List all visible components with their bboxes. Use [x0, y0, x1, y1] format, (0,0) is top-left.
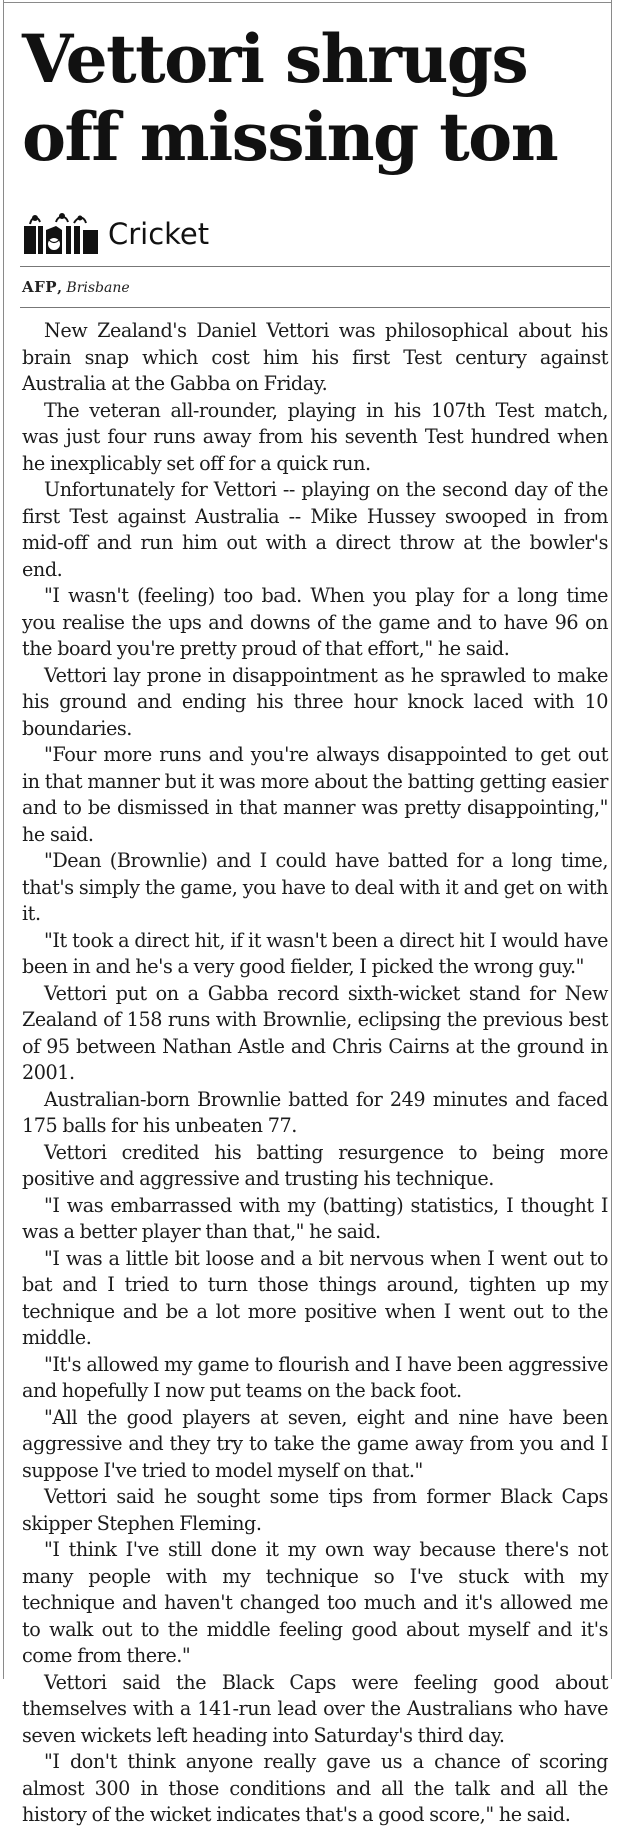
- section-tag: [22, 212, 209, 256]
- article-paragraph: Vettori put on a Gabba record sixth-wicket stand for New Zealand of 158 runs with Brownlie, eclipsing the previous best of 95 between Nathan Astle and Chris Cairns at the ground in 2001.: [22, 981, 608, 1084]
- byline-agency: AFP: [22, 278, 58, 296]
- article-body: [22, 318, 608, 1829]
- section-label: Cricket: [108, 217, 210, 251]
- page-border-top: [3, 2, 612, 3]
- byline-separator: ,: [57, 280, 62, 296]
- article-paragraph: Vettori lay prone in disappointment as he sprawled to make his ground and ending his three hour knock laced with 10 boundaries.: [22, 663, 608, 740]
- article-paragraph: New Zealand's Daniel Vettori was philosophical about his brain snap which cost him his first Test century against Australia at the Gabba on Friday.: [22, 319, 608, 395]
- page-border-left: [3, 0, 4, 1679]
- article-paragraph: Vettori said the Black Caps were feeling good about themselves with a 141-run lead over the Australians who have seven wickets left heading into Saturday's third day.: [22, 1670, 608, 1747]
- page-border-right: [611, 0, 612, 1679]
- byline: [22, 276, 130, 299]
- article-paragraph: Vettori said he sought some tips from former Black Caps skipper Stephen Fleming.: [22, 1485, 608, 1535]
- article-paragraph: "Four more runs and you're always disappointed to get out in that manner but it was more about the batting getting easier and to be dismissed in that manner was pretty disappointing," he said.: [22, 743, 608, 846]
- article-paragraph: "Dean (Brownlie) and I could have batted for a long time, that's simply the game, you have to deal with it and get on with it.: [22, 849, 608, 925]
- article-paragraph: Vettori credited his batting resurgence to being more positive and aggressive and trusting his technique.: [22, 1140, 608, 1190]
- article-paragraph: "All the good players at seven, eight and nine have been aggressive and they try to take the game away from you and I suppose I've tried to model myself on that.": [22, 1405, 608, 1482]
- divider: [20, 266, 610, 267]
- article-paragraph: "It took a direct hit, if it wasn't been a direct hit I would have been in and he's a very good fielder, I picked the wrong guy.": [22, 928, 608, 978]
- article-paragraph: "I think I've still done it my own way because there's not many people with my technique so I've stuck with my technique and haven't changed too much and it's allowed me to walk out to the middle feeling good about myself and it's come from there.": [22, 1538, 608, 1667]
- divider: [20, 307, 610, 308]
- article-paragraph: "I was embarrassed with my (batting) statistics, I thought I was a better player than that," he said.: [22, 1193, 608, 1243]
- article-paragraph: Australian-born Brownlie batted for 249 minutes and faced 175 balls for his unbeaten 77.: [22, 1087, 608, 1137]
- byline-location: Brisbane: [66, 280, 130, 296]
- article-paragraph: "I don't think anyone really gave us a chance of scoring almost 300 in those conditions and all the talk and all the history of the wicket indicates that's a good score," he said.: [22, 1750, 608, 1826]
- article-paragraph: The veteran all-rounder, playing in his 107th Test match, was just four runs away from his seventh Test hundred when he inexplicably set off for a quick run.: [22, 398, 608, 475]
- article-paragraph: "I was a little bit loose and a bit nervous when I went out to bat and I tried to turn those things around, tighten up my technique and be a lot more positive when I went out to the middle.: [22, 1246, 608, 1349]
- article-paragraph: "I wasn't (feeling) too bad. When you play for a long time you realise the ups and downs of the game and to have 96 on the board you're pretty proud of that effort," he said.: [22, 584, 608, 660]
- cricket-logo-icon: [22, 212, 102, 256]
- article-paragraph: Unfortunately for Vettori -- playing on the second day of the first Test against Australia -- Mike Hussey swooped in from mid-off and run him out with a direct throw at the bowler's end.: [22, 478, 608, 581]
- article-paragraph: "It's allowed my game to flourish and I have been aggressive and hopefully I now put teams on the back foot.: [22, 1352, 608, 1402]
- headline: Vettori shrugs off missing ton: [22, 20, 558, 176]
